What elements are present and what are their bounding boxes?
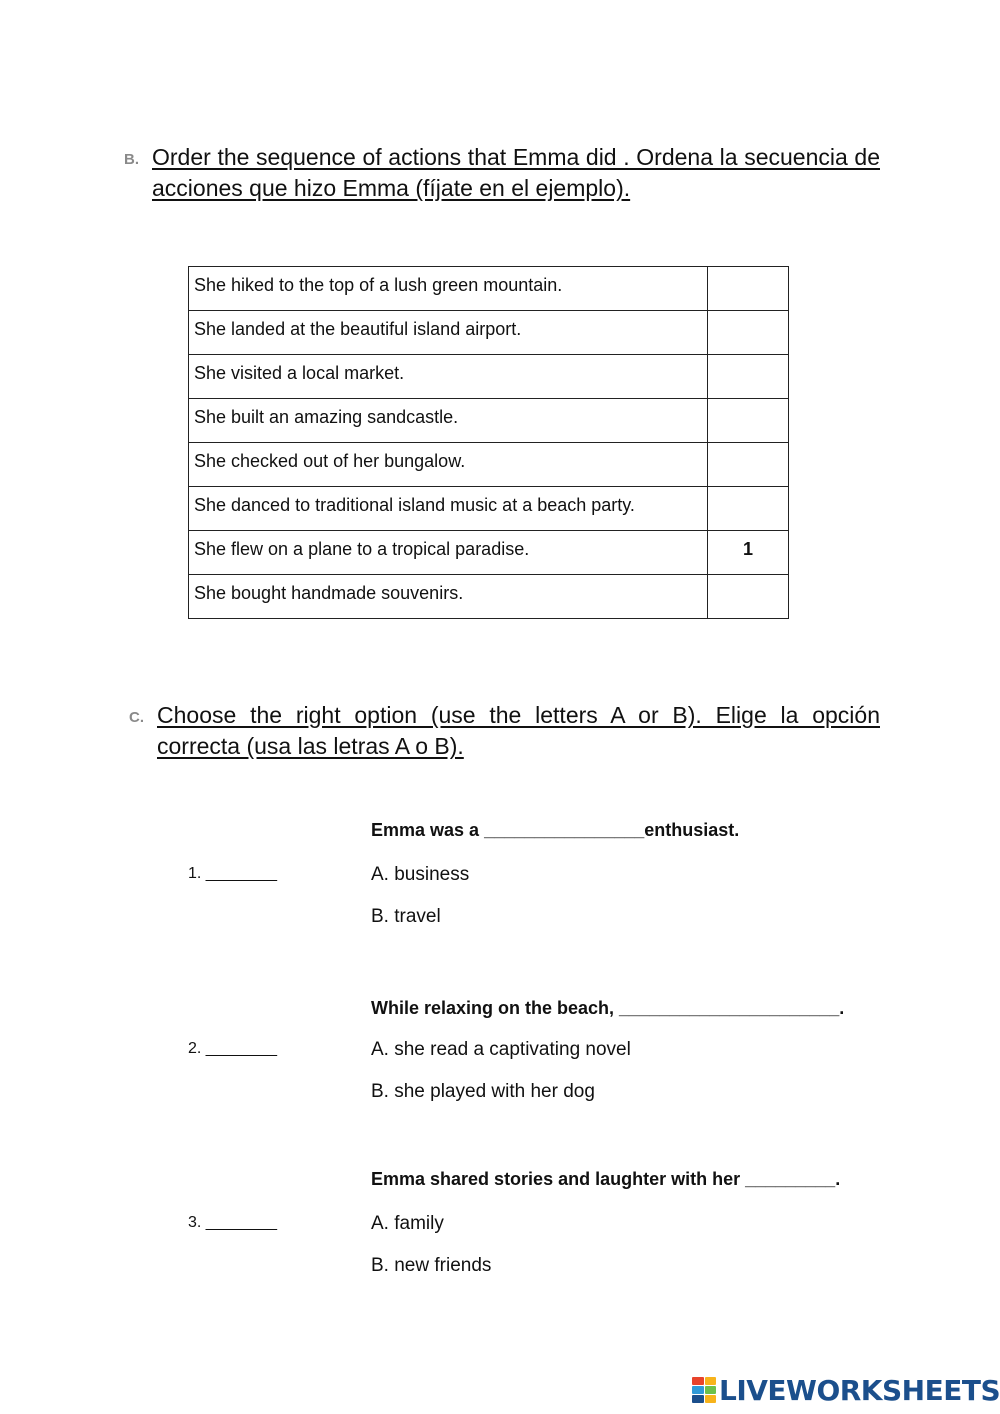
action-cell: She landed at the beautiful island airport.	[189, 311, 708, 355]
order-answer-cell[interactable]	[708, 575, 789, 619]
order-answer-cell[interactable]	[708, 487, 789, 531]
section-b-instruction: Order the sequence of actions that Emma did . Ordena la secuencia de acciones que hizo Emma (fíjate en el ejemplo).	[152, 144, 880, 201]
table-row	[189, 311, 789, 355]
question-1-option-b: B. travel	[371, 906, 441, 927]
order-answer-cell[interactable]	[708, 311, 789, 355]
action-cell: She danced to traditional island music at a beach party.	[189, 487, 708, 531]
question-1-option-a: A. business	[371, 864, 470, 885]
liveworksheets-logo-icon	[692, 1377, 716, 1403]
table-row	[189, 443, 789, 487]
question-1-answer-blank[interactable]: 1. ________	[188, 865, 277, 882]
section-b-letter: B.	[124, 151, 139, 168]
question-3-option-a: A. family	[371, 1213, 444, 1234]
question-2-option-b: B. she played with her dog	[371, 1081, 595, 1102]
sequence-table	[188, 266, 789, 619]
table-row	[189, 487, 789, 531]
section-c-letter: C.	[129, 709, 144, 726]
table-row	[189, 575, 789, 619]
question-3-option-b: B. new friends	[371, 1255, 492, 1276]
action-cell: She visited a local market.	[189, 355, 708, 399]
table-row	[189, 355, 789, 399]
section-c-instruction: Choose the right option (use the letters A or B). Elige la opción correcta (usa las letras A o B).	[157, 702, 880, 759]
order-answer-cell[interactable]	[708, 355, 789, 399]
question-2-option-a: A. she read a captivating novel	[371, 1039, 631, 1060]
question-3-stem: Emma shared stories and laughter with her _________.	[371, 1169, 841, 1189]
question-1-stem: Emma was a ________________enthusiast.	[371, 820, 740, 840]
liveworksheets-logo	[692, 1373, 1000, 1407]
table-row	[189, 531, 789, 575]
question-3-answer-blank[interactable]: 3. ________	[188, 1214, 277, 1231]
order-example-cell: 1	[708, 531, 789, 575]
table-row	[189, 399, 789, 443]
question-2-stem: While relaxing on the beach, ______________________.	[371, 998, 845, 1018]
question-2-answer-blank[interactable]: 2. ________	[188, 1040, 277, 1057]
order-answer-cell[interactable]	[708, 443, 789, 487]
action-cell: She flew on a plane to a tropical paradise.	[189, 531, 708, 575]
liveworksheets-logo-text: LIVEWORKSHEETS	[719, 1373, 1000, 1407]
table-row	[189, 267, 789, 311]
action-cell: She hiked to the top of a lush green mountain.	[189, 267, 708, 311]
action-cell: She built an amazing sandcastle.	[189, 399, 708, 443]
action-cell: She checked out of her bungalow.	[189, 443, 708, 487]
action-cell: She bought handmade souvenirs.	[189, 575, 708, 619]
order-answer-cell[interactable]	[708, 399, 789, 443]
order-answer-cell[interactable]	[708, 267, 789, 311]
